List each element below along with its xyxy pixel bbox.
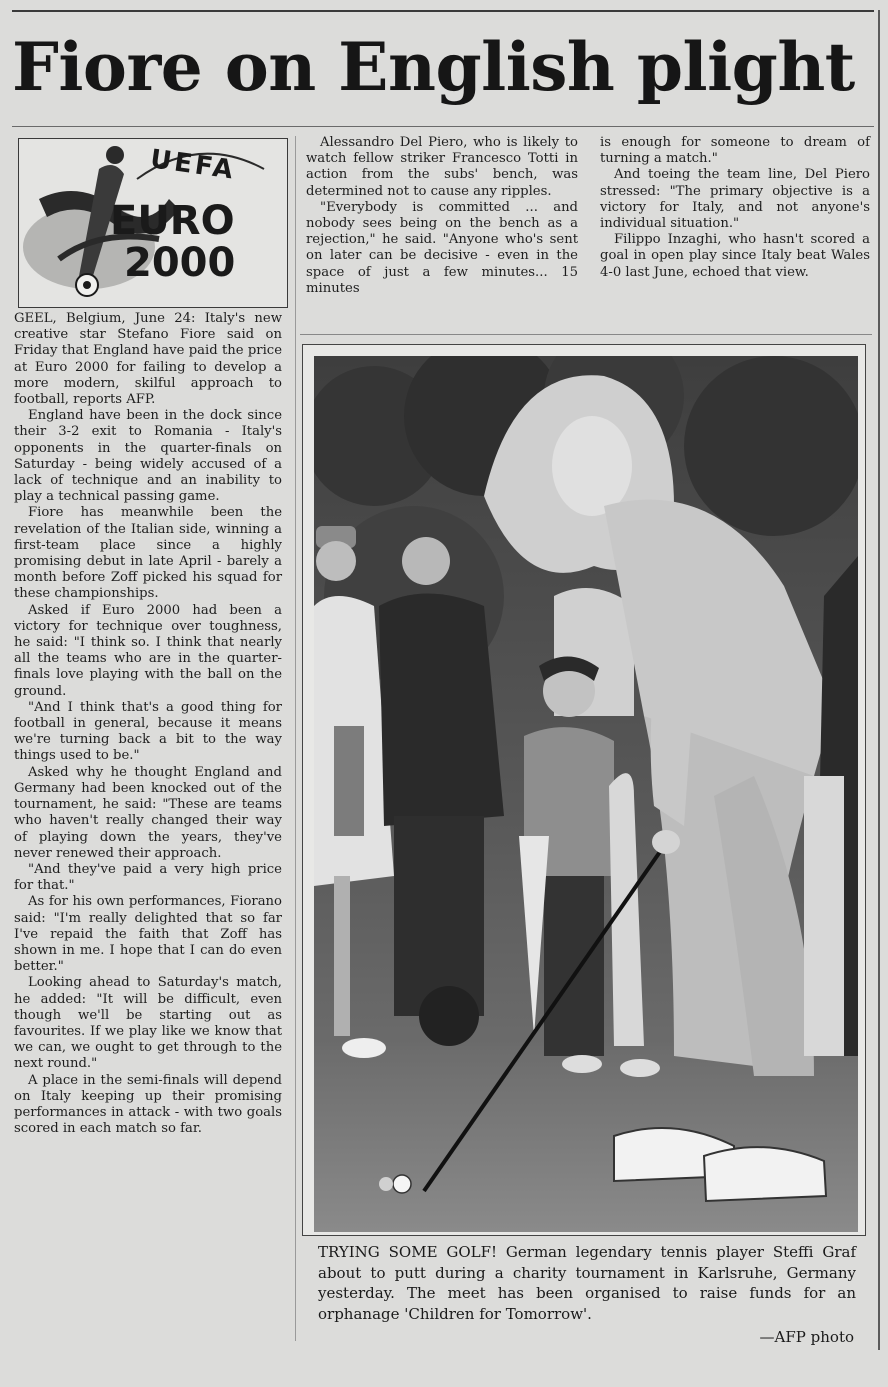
golf-photo-graphic: [314, 356, 858, 1232]
article-paragraph: Alessandro Del Piero, who is likely to watch fellow striker Francesco Totti in action from the subs' bench, was determined not to cause any ripples.: [306, 135, 578, 199]
article-paragraph: England have been in the dock since their 3-2 exit to Romania - Italy's opponents in the quarter-finals on Saturday - being widely accused of a lack of technique and an inability to play a technical passing game.: [14, 408, 282, 505]
middle-column: [306, 135, 578, 297]
right-column: [600, 135, 870, 281]
right-margin-rule: [878, 10, 880, 1350]
headline: Fiore on English plight: [12, 28, 855, 106]
article-paragraph: Looking ahead to Saturday's match, he added: "It will be difficult, even though we'll be starting out as favourites. If we play like we know that we can, we ought to get through to the next round.": [14, 975, 282, 1072]
logo-euro-text: EURO: [110, 198, 235, 244]
article-paragraph: "And I think that's a good thing for football in general, because it means we're turning back a bit to the way things used to be.": [14, 699, 282, 764]
top-rule: [12, 10, 874, 12]
photo-caption: TRYING SOME GOLF! German legendary tennis player Steffi Graf about to putt during a charity tournament in Karlsruhe, Germany yesterday. The meet has been organised to raise funds for an orphanage 'Children for Tomorrow'.: [318, 1243, 856, 1323]
article-paragraph: Asked why he thought England and Germany had been knocked out of the tournament, he said: "These are teams who haven't really changed their way of playing down the years, they've never renewed their approach.: [14, 764, 282, 861]
article-paragraph: Filippo Inzaghi, who hasn't scored a goal in open play since Italy beat Wales 4-0 last June, echoed that view.: [600, 232, 870, 280]
article-paragraph: A place in the semi-finals will depend on Italy keeping up their promising performances in attack - with two goals scored in each match so far.: [14, 1072, 282, 1137]
article-paragraph: And toeing the team line, Del Piero stressed: "The primary objective is a victory for Italy, and not anyone's individual situation.": [600, 167, 870, 232]
article-paragraph: "Everybody is committed ... and nobody sees being on the bench as a rejection," he said. "Anyone who's sent on later can be decisive - even in the space of just a few minutes... 15 minutes: [306, 199, 578, 296]
headline-rule: [12, 126, 874, 127]
section-rule: [300, 334, 872, 335]
article-paragraph: As for his own performances, Fiorano said: "I'm really delighted that so far I've repaid the faith that Zoff has shown in me. I hope that I can do even better.": [14, 894, 282, 975]
article-paragraph: GEEL, Belgium, June 24: Italy's new creative star Stefano Fiore said on Friday that England have paid the price at Euro 2000 for failing to develop a more modern, skilful approach to football, reports AFP.: [14, 311, 282, 408]
article-paragraph: Asked if Euro 2000 had been a victory for technique over toughness, he said: "I think so. I think that nearly all the teams who are in the quarter-finals love playing with the ball on the ground.: [14, 602, 282, 699]
golf-photo: [314, 356, 858, 1232]
column-divider: [295, 136, 296, 1341]
left-column: [14, 311, 282, 1137]
photo-credit: —AFP photo: [759, 1328, 854, 1346]
article-paragraph: Fiore has meanwhile been the revelation of the Italian side, winning a first-team place since a highly promising debut in late April - barely a month before Zoff picked his squad for these championships.: [14, 505, 282, 602]
article-paragraph: is enough for someone to dream of turning a match.": [600, 135, 870, 167]
logo-year-text: 2000: [124, 240, 236, 286]
article-paragraph: "And they've paid a very high price for that.": [14, 861, 282, 894]
logo-uefa-text: UEFA: [148, 144, 238, 186]
